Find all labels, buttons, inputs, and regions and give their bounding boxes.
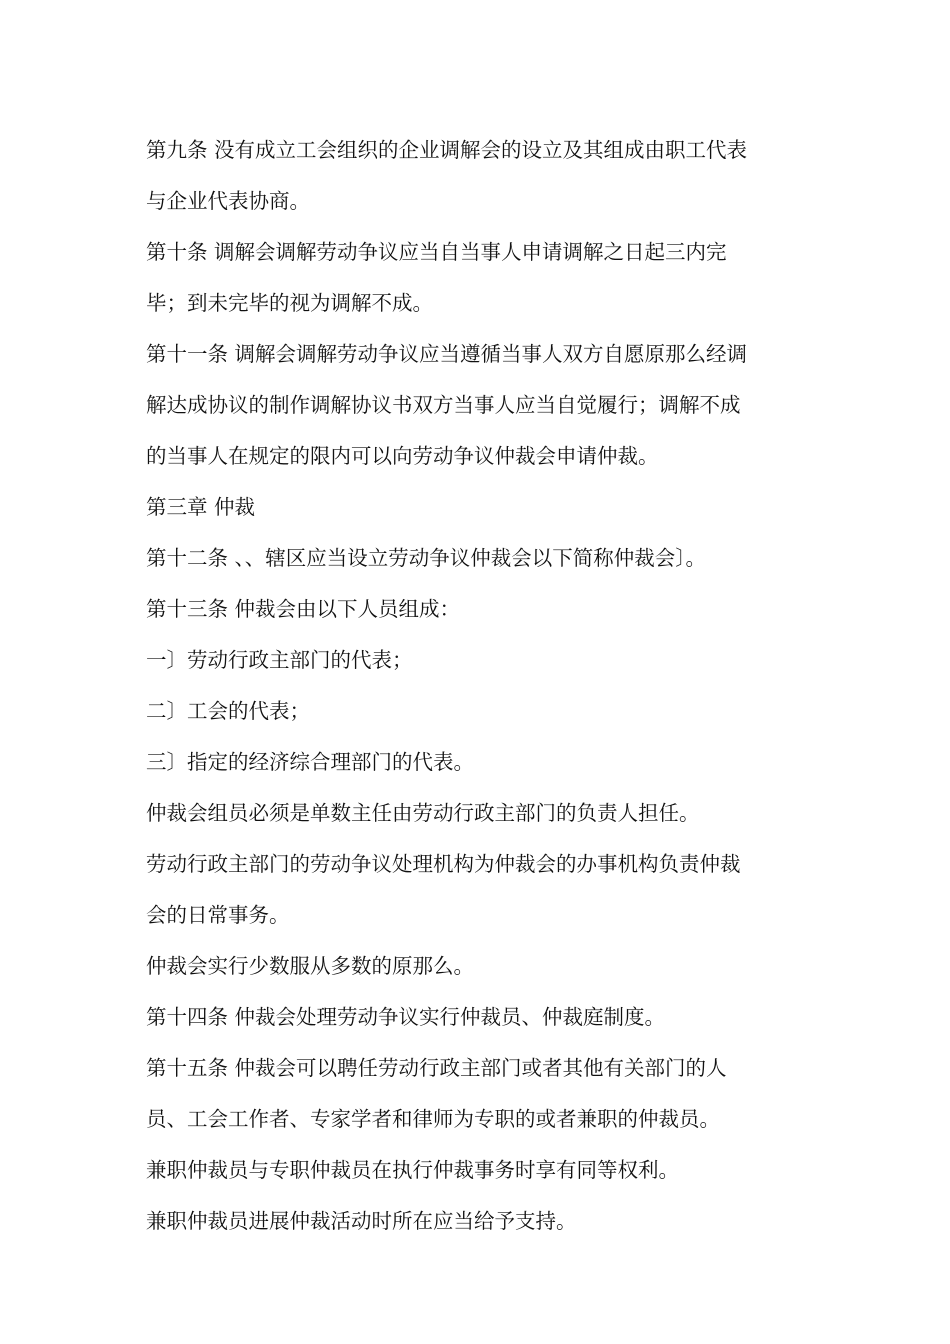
article-11-line-3: 的当事人在规定的限内可以向劳动争议仲裁会申请仲裁。 [146,444,659,468]
article-11-line-1: 第十一条 调解会调解劳动争议应当遵循当事人双方自愿原那么经调 [146,342,748,366]
article-15-line-2: 员、工会工作者、专家学者和律师为专职的或者兼职的仲裁员。 [146,1107,720,1131]
document-page [146,125,806,1247]
paragraph-equal-rights: 兼职仲裁员与专职仲裁员在执行仲裁事务时享有同等权利。 [146,1158,679,1182]
paragraph-majority: 仲裁会实行少数服从多数的原那么。 [146,954,474,978]
article-11-line-2: 解达成协议的制作调解协议书双方当事人应当自觉履行；调解不成 [146,393,741,417]
article-13-line-1: 第十三条 仲裁会由以下人员组成： [146,597,461,621]
article-9-line-1: 第九条 没有成立工会组织的企业调解会的设立及其组成由职工代表 [146,138,748,162]
article-10-line-2: 毕；到未完毕的视为调解不成。 [146,291,433,315]
paragraph-office-line-2: 会的日常事务。 [146,903,290,927]
article-13-item-3: 三〕指定的经济综合理部门的代表。 [146,750,474,774]
article-13-item-2: 二〕工会的代表； [146,699,310,723]
article-15-line-1: 第十五条 仲裁会可以聘任劳动行政主部门或者其他有关部门的人 [146,1056,727,1080]
paragraph-members: 仲裁会组员必须是单数主任由劳动行政主部门的负责人担任。 [146,801,700,825]
article-14-line-1: 第十四条 仲裁会处理劳动争议实行仲裁员、仲裁庭制度。 [146,1005,666,1029]
article-13-item-1: 一〕劳动行政主部门的代表； [146,648,413,672]
article-9-line-2: 与企业代表协商。 [146,189,310,213]
chapter-3-heading: 第三章 仲裁 [146,495,256,519]
paragraph-support: 兼职仲裁员进展仲裁活动时所在应当给予支持。 [146,1209,577,1233]
paragraph-office-line-1: 劳动行政主部门的劳动争议处理机构为仲裁会的办事机构负责仲裁 [146,852,741,876]
article-10-line-1: 第十条 调解会调解劳动争议应当自当事人申请调解之日起三内完 [146,240,727,264]
article-12-line-1: 第十二条 、、辖区应当设立劳动争议仲裁会以下简称仲裁会〕。 [146,546,707,570]
